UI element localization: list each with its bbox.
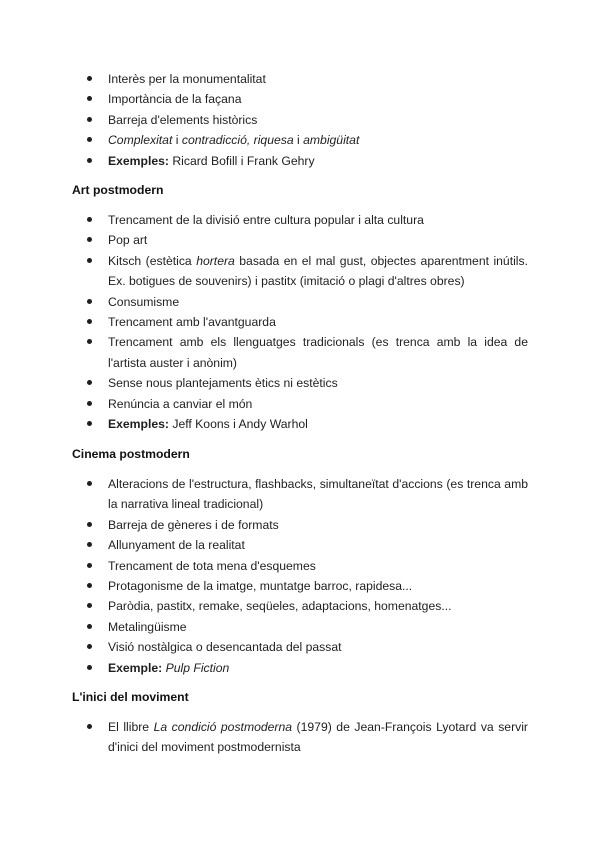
list-item bbox=[72, 474, 600, 515]
list-item bbox=[72, 230, 600, 250]
list-item bbox=[72, 110, 600, 130]
bullet-icon bbox=[87, 299, 92, 304]
bullet-icon bbox=[87, 137, 92, 142]
list-item-text: Consumisme bbox=[108, 294, 180, 309]
list-item-text: basada en el mal gust, objectes aparentment inútils. Ex. botigues de souvenirs) i pastitx (imitació o plagi d'altres obres) bbox=[108, 253, 528, 289]
bullet-icon bbox=[87, 644, 92, 649]
list-item bbox=[72, 556, 600, 576]
examples-label: Exemple: bbox=[108, 660, 163, 675]
list-item bbox=[72, 373, 600, 393]
list-item bbox=[72, 130, 600, 150]
list-item bbox=[72, 312, 600, 332]
list-item-text: i bbox=[293, 133, 304, 148]
italic-text: La condició postmoderna bbox=[153, 720, 293, 734]
architecture-feature-list bbox=[0, 69, 600, 171]
bullet-icon bbox=[87, 76, 92, 81]
bullet-icon bbox=[87, 563, 92, 568]
list-item-text: Trencament de tota mena d'esquemes bbox=[108, 558, 316, 573]
list-item-text: Protagonisme de la imatge, muntatge barroc, rapidesa... bbox=[108, 579, 413, 594]
list-item-text: Kitsch (estètica bbox=[108, 253, 197, 268]
list-item-text: Renúncia a canviar el món bbox=[108, 396, 253, 411]
bullet-icon bbox=[87, 603, 92, 608]
list-item-text: Sense nous plantejaments ètics ni estètics bbox=[108, 376, 338, 391]
italic-text: hortera bbox=[196, 253, 235, 268]
cinema-feature-list bbox=[0, 474, 600, 678]
list-item bbox=[72, 332, 600, 373]
examples-label: Exemples: bbox=[108, 153, 169, 168]
list-item bbox=[72, 151, 600, 171]
list-item bbox=[72, 394, 600, 414]
bullet-icon bbox=[87, 724, 92, 729]
list-item-text: Barreja d'elements històrics bbox=[108, 112, 258, 127]
bullet-icon bbox=[87, 158, 92, 163]
bullet-icon bbox=[87, 96, 92, 101]
bullet-icon bbox=[87, 117, 92, 122]
list-item bbox=[72, 292, 600, 312]
list-item bbox=[72, 637, 600, 657]
bullet-icon bbox=[87, 217, 92, 222]
list-item bbox=[72, 414, 600, 434]
list-item-text: Visió nostàlgica o desencantada del passat bbox=[108, 640, 342, 655]
section-heading-art: Art postmodern bbox=[72, 183, 164, 197]
bullet-icon bbox=[87, 237, 92, 242]
list-item-text: (1979) de Jean-François Lyotard va servir d'inici del moviment postmodernista bbox=[108, 720, 528, 755]
examples-text: Ricard Bofill i Frank Gehry bbox=[168, 153, 315, 168]
italic-text: contradicció, riquesa bbox=[181, 133, 294, 148]
bullet-icon bbox=[87, 401, 92, 406]
bullet-icon bbox=[87, 583, 92, 588]
list-item bbox=[72, 535, 600, 555]
list-item bbox=[72, 717, 600, 758]
bullet-icon bbox=[87, 421, 92, 426]
bullet-icon bbox=[87, 380, 92, 385]
list-item-text: i bbox=[172, 133, 182, 148]
bullet-icon bbox=[87, 339, 92, 344]
section-heading-inici: L'inici del moviment bbox=[72, 690, 189, 704]
list-item-text: Allunyament de la realitat bbox=[108, 538, 245, 553]
list-item-text: Pop art bbox=[108, 233, 148, 248]
list-item-text: Alteracions de l'estructura, flashbacks, simultaneïtat d'accions (es trenca amb la narrativa lineal tradicional) bbox=[108, 477, 528, 512]
bullet-icon bbox=[87, 522, 92, 527]
list-item bbox=[72, 69, 600, 89]
list-item-text: El llibre bbox=[108, 720, 154, 734]
bullet-icon bbox=[87, 258, 92, 263]
list-item bbox=[72, 210, 600, 230]
bullet-icon bbox=[87, 319, 92, 324]
list-item-text: Trencament de la divisió entre cultura popular i alta cultura bbox=[108, 213, 424, 227]
list-item-text: Importància de la façana bbox=[108, 92, 242, 107]
list-item-text: Trencament amb l'avantguarda bbox=[108, 315, 276, 330]
bullet-icon bbox=[87, 542, 92, 547]
list-item bbox=[72, 658, 600, 678]
list-item bbox=[72, 515, 600, 535]
bullet-icon bbox=[87, 624, 92, 629]
examples-text: Pulp Fiction bbox=[165, 660, 230, 675]
examples-label: Exemples: bbox=[108, 417, 169, 432]
inici-list bbox=[0, 717, 600, 758]
italic-text: ambigüitat bbox=[303, 133, 360, 148]
art-feature-list bbox=[0, 210, 600, 434]
list-item-text: Paròdia, pastitx, remake, seqüeles, adaptacions, homenatges... bbox=[108, 599, 452, 614]
section-heading-cinema: Cinema postmodern bbox=[72, 447, 190, 461]
bullet-icon bbox=[87, 481, 92, 486]
list-item-text: Interès per la monumentalitat bbox=[108, 72, 266, 86]
list-item bbox=[72, 251, 600, 292]
list-item bbox=[72, 617, 600, 637]
list-item bbox=[72, 576, 600, 596]
list-item bbox=[72, 596, 600, 616]
list-item-text: Metalingüisme bbox=[108, 619, 187, 634]
examples-text: Jeff Koons i Andy Warhol bbox=[168, 417, 308, 432]
bullet-icon bbox=[87, 665, 92, 670]
italic-text: Complexitat bbox=[108, 133, 173, 148]
list-item-text: Barreja de gèneres i de formats bbox=[108, 517, 279, 532]
list-item-text: Trencament amb els llenguatges tradicionals (es trenca amb la idea de l'artista auster i anònim) bbox=[108, 335, 528, 370]
list-item bbox=[72, 89, 600, 109]
